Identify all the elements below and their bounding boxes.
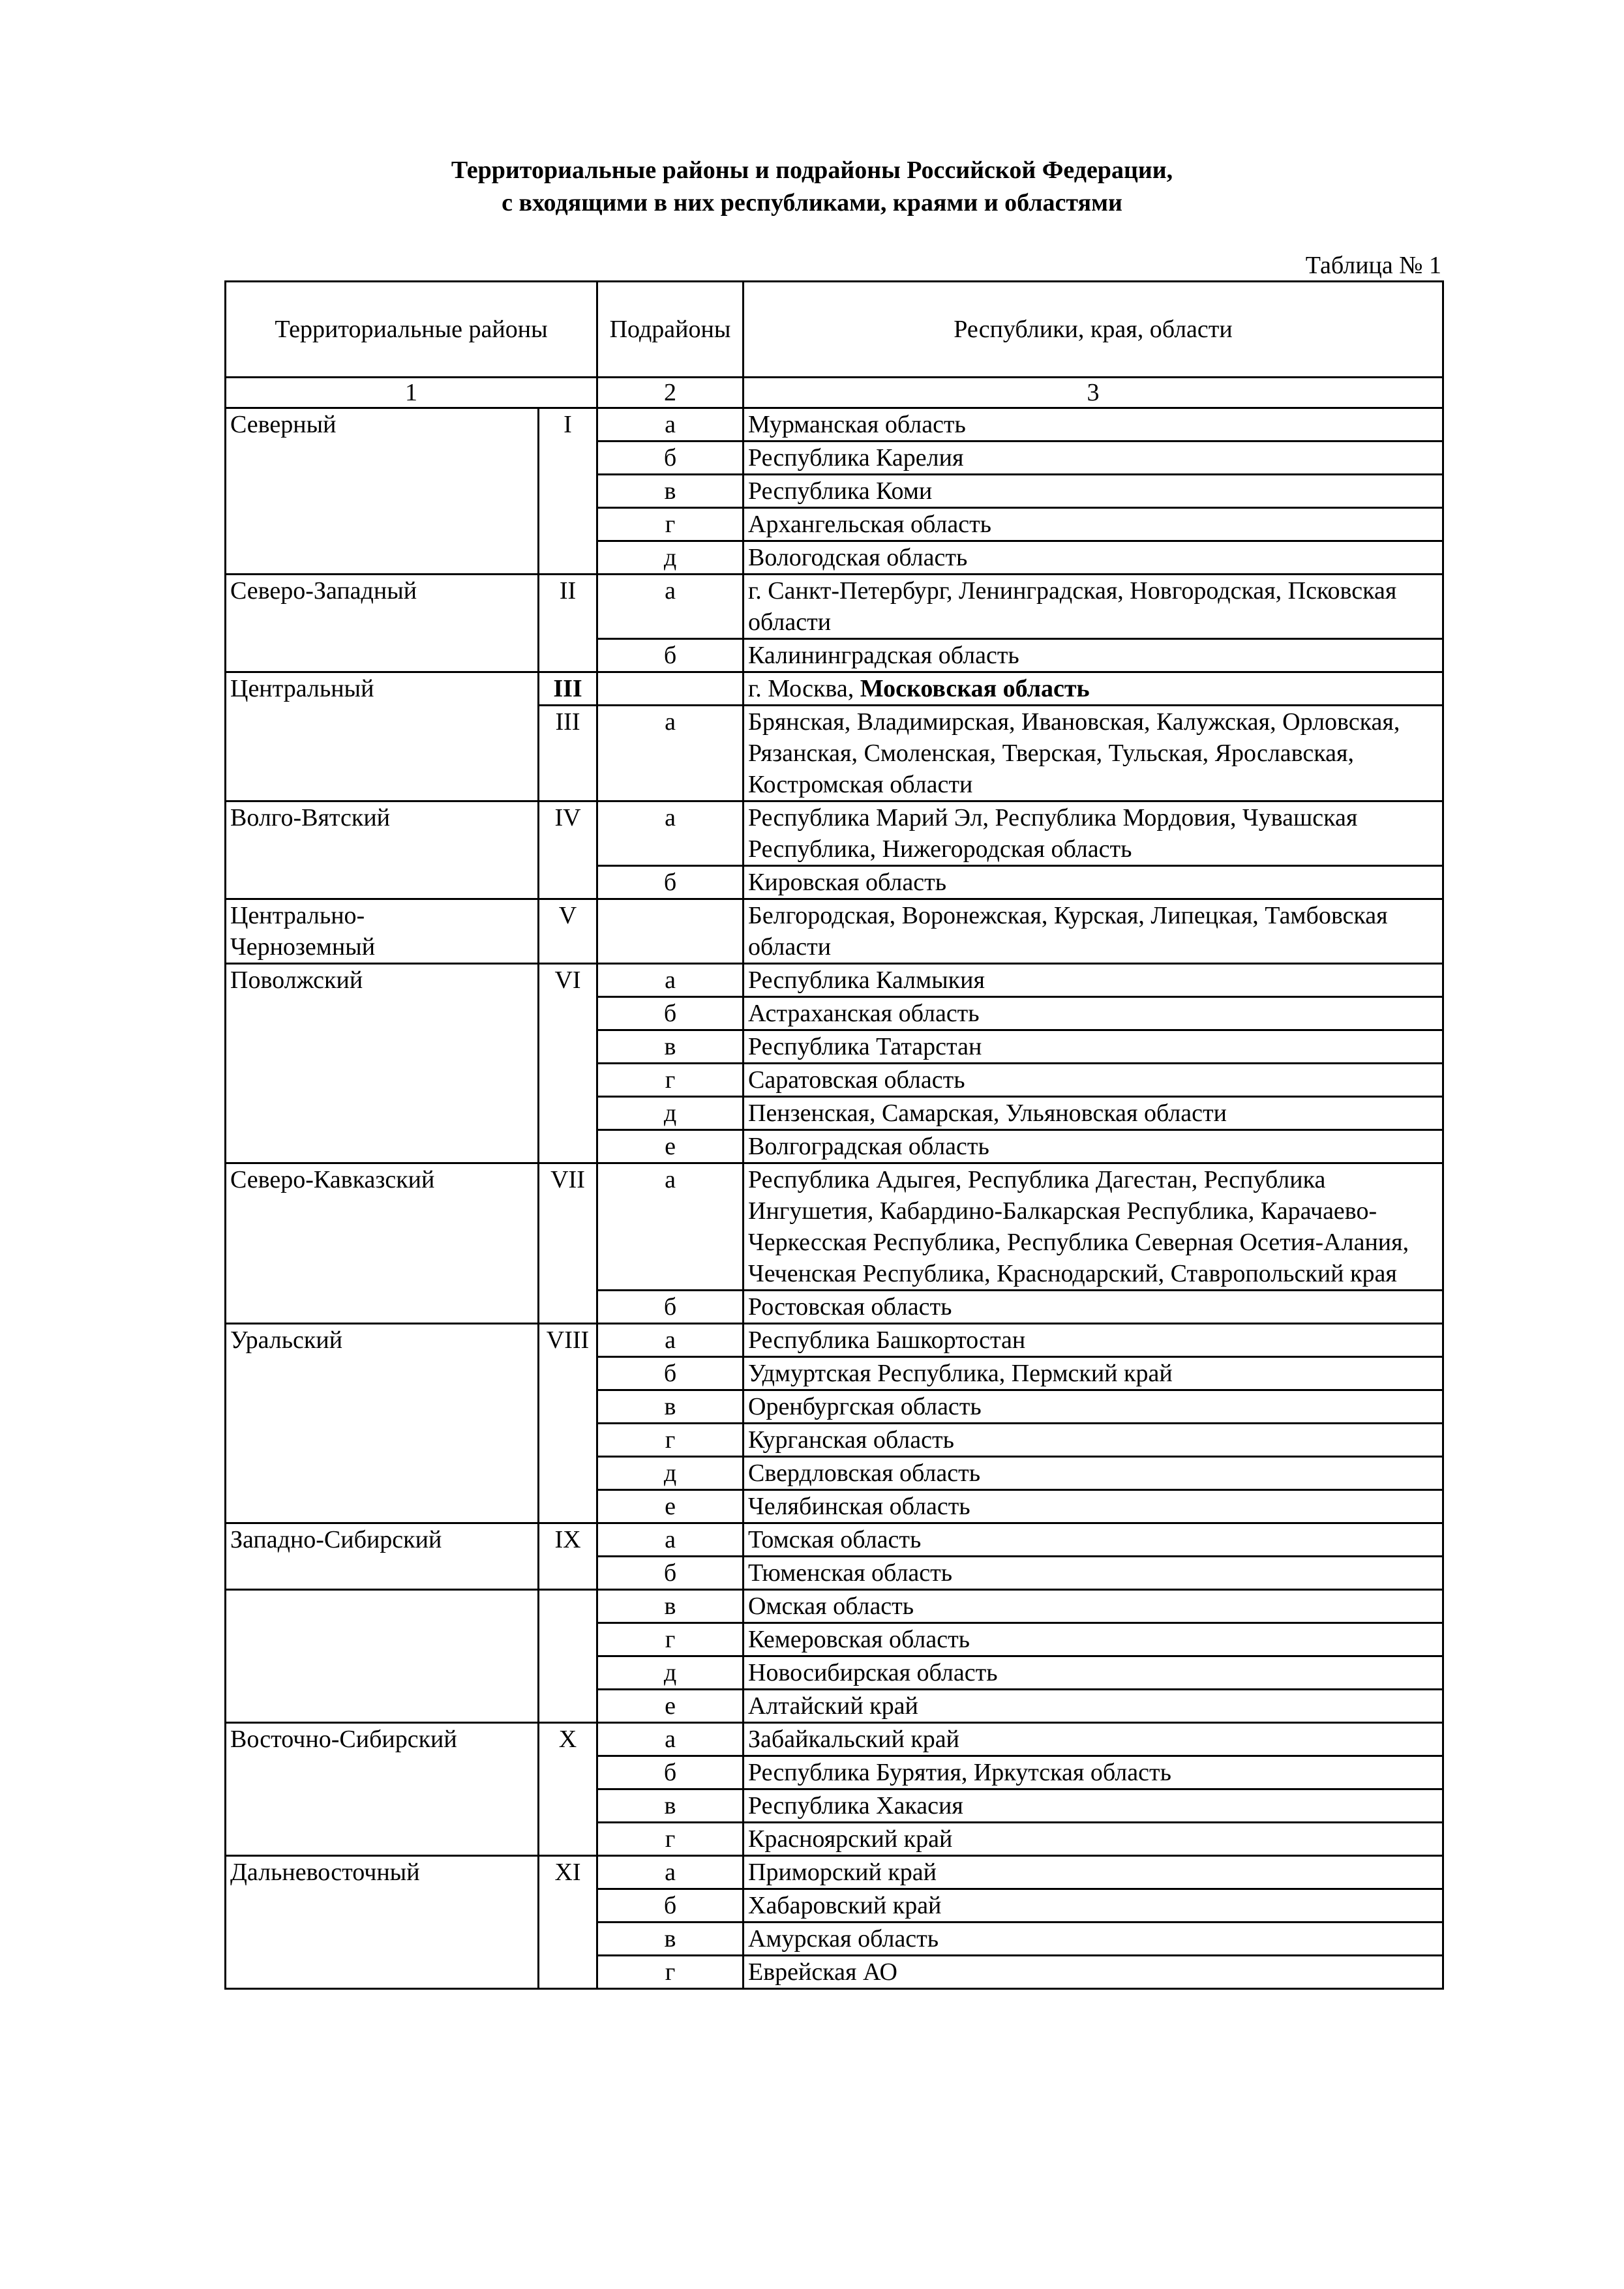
- subdistrict-letter: [597, 672, 744, 706]
- subdistrict-letter: в: [597, 475, 744, 508]
- region-cell: Оренбургская область: [744, 1390, 1443, 1424]
- subdistrict-letter: а: [597, 1324, 744, 1357]
- table-row: [226, 672, 1443, 706]
- title-line-1: Территориальные районы и подрайоны Российской Федерации,: [451, 157, 1173, 184]
- region-cell: Архангельская область: [744, 508, 1443, 541]
- table-row: [226, 1590, 1443, 1623]
- subdistrict-letter: б: [597, 1291, 744, 1324]
- district-name: Поволжский: [226, 964, 539, 1163]
- region-cell: Республика Коми: [744, 475, 1443, 508]
- district-roman: IV: [539, 801, 597, 899]
- region-cell: Кировская область: [744, 866, 1443, 899]
- subdistrict-letter: д: [597, 1457, 744, 1490]
- region-cell: Пензенская, Самарская, Ульяновская области: [744, 1097, 1443, 1130]
- subdistrict-letter: а: [597, 408, 744, 441]
- regions-table: [224, 280, 1444, 1990]
- region-cell: Республика Бурятия, Иркутская область: [744, 1756, 1443, 1789]
- region-cell: Томская область: [744, 1523, 1443, 1557]
- header-row: [226, 282, 1443, 378]
- district-roman-empty: [539, 1590, 597, 1723]
- region-text-bold: Московская область: [860, 675, 1090, 702]
- region-cell: Омская область: [744, 1590, 1443, 1623]
- table-row: [226, 575, 1443, 639]
- table-row: [226, 1856, 1443, 1889]
- subdistrict-letter: б: [597, 1889, 744, 1922]
- subdistrict-letter: е: [597, 1490, 744, 1523]
- district-roman: VIII: [539, 1324, 597, 1523]
- table-row: [226, 1723, 1443, 1756]
- subdistrict-letter: б: [597, 1557, 744, 1590]
- district-roman: III: [539, 706, 597, 801]
- region-cell: Курганская область: [744, 1424, 1443, 1457]
- subdistrict-letter: д: [597, 1656, 744, 1690]
- district-name: Северо-Западный: [226, 575, 539, 672]
- table-row: [226, 801, 1443, 866]
- subdistrict-letter: в: [597, 1590, 744, 1623]
- header-regions: Республики, края, области: [744, 282, 1443, 378]
- column-number: 1: [226, 378, 597, 408]
- page-title: [0, 154, 1624, 219]
- district-name: Волго-Вятский: [226, 801, 539, 899]
- subdistrict-letter: а: [597, 964, 744, 997]
- region-cell: Удмуртская Республика, Пермский край: [744, 1357, 1443, 1390]
- region-cell: Астраханская область: [744, 997, 1443, 1030]
- region-cell: Свердловская область: [744, 1457, 1443, 1490]
- subdistrict-letter: в: [597, 1789, 744, 1823]
- district-name: Восточно-Сибирский: [226, 1723, 539, 1856]
- district-roman: II: [539, 575, 597, 672]
- region-cell: Тюменская область: [744, 1557, 1443, 1590]
- table-row: [226, 1523, 1443, 1557]
- district-roman: III: [539, 672, 597, 706]
- subdistrict-letter: г: [597, 1424, 744, 1457]
- table-row: [226, 1163, 1443, 1291]
- region-cell: Белгородская, Воронежская, Курская, Липецкая, Тамбовская области: [744, 899, 1443, 964]
- subdistrict-letter: д: [597, 1097, 744, 1130]
- subdistrict-letter: а: [597, 1723, 744, 1756]
- subdistrict-letter: в: [597, 1030, 744, 1064]
- region-cell: Ростовская область: [744, 1291, 1443, 1324]
- district-name-empty: [226, 1590, 539, 1723]
- region-cell: Республика Адыгея, Республика Дагестан, Республика Ингушетия, Кабардино-Балкарская Республика, Карачаево-Черкесская Республика, Республика Северная Осетия-Алания, Чеченская Республика, Краснодарский, Ставропольский края: [744, 1163, 1443, 1291]
- subdistrict-letter: б: [597, 866, 744, 899]
- subdistrict-letter: в: [597, 1922, 744, 1956]
- region-text: г. Москва,: [748, 675, 860, 702]
- district-roman: IX: [539, 1523, 597, 1590]
- district-name: Центрально-Черноземный: [226, 899, 539, 964]
- table-row: [226, 408, 1443, 441]
- region-cell: Алтайский край: [744, 1690, 1443, 1723]
- subdistrict-letter: а: [597, 1523, 744, 1557]
- subdistrict-letter: б: [597, 1357, 744, 1390]
- region-cell: г. Санкт-Петербург, Ленинградская, Новгородская, Псковская области: [744, 575, 1443, 639]
- region-cell: Брянская, Владимирская, Ивановская, Калужская, Орловская, Рязанская, Смоленская, Тверская, Тульская, Ярославская, Костромская области: [744, 706, 1443, 801]
- subdistrict-letter: е: [597, 1690, 744, 1723]
- region-cell: Челябинская область: [744, 1490, 1443, 1523]
- region-cell: Забайкальский край: [744, 1723, 1443, 1756]
- title-line-2: с входящими в них республиками, краями и областями: [502, 189, 1122, 217]
- subdistrict-letter: б: [597, 639, 744, 672]
- region-cell: Амурская область: [744, 1922, 1443, 1956]
- region-cell: Кемеровская область: [744, 1623, 1443, 1656]
- region-cell: Республика Хакасия: [744, 1789, 1443, 1823]
- numbering-row: [226, 378, 1443, 408]
- region-cell: Красноярский край: [744, 1823, 1443, 1856]
- region-cell: Мурманская область: [744, 408, 1443, 441]
- region-cell: Саратовская область: [744, 1064, 1443, 1097]
- subdistrict-letter: а: [597, 1856, 744, 1889]
- region-cell: Хабаровский край: [744, 1889, 1443, 1922]
- region-cell: Еврейская АО: [744, 1956, 1443, 1989]
- region-cell: Республика Марий Эл, Республика Мордовия, Чувашская Республика, Нижегородская область: [744, 801, 1443, 866]
- region-cell: Калининградская область: [744, 639, 1443, 672]
- district-roman: VII: [539, 1163, 597, 1324]
- column-number: 3: [744, 378, 1443, 408]
- subdistrict-letter: г: [597, 1623, 744, 1656]
- region-cell: Республика Карелия: [744, 441, 1443, 475]
- subdistrict-letter: г: [597, 1956, 744, 1989]
- district-name: Дальневосточный: [226, 1856, 539, 1989]
- subdistrict-letter: г: [597, 1064, 744, 1097]
- district-roman: XI: [539, 1856, 597, 1989]
- region-cell: Республика Башкортостан: [744, 1324, 1443, 1357]
- region-cell: Республика Калмыкия: [744, 964, 1443, 997]
- subdistrict-letter: б: [597, 1756, 744, 1789]
- table-row: [226, 1324, 1443, 1357]
- subdistrict-letter: в: [597, 1390, 744, 1424]
- subdistrict-letter: г: [597, 1823, 744, 1856]
- subdistrict-letter: а: [597, 801, 744, 866]
- region-cell: Новосибирская область: [744, 1656, 1443, 1690]
- column-number: 2: [597, 378, 744, 408]
- district-roman: VI: [539, 964, 597, 1163]
- subdistrict-letter: а: [597, 575, 744, 639]
- subdistrict-letter: е: [597, 1130, 744, 1163]
- district-roman: V: [539, 899, 597, 964]
- subdistrict-letter: [597, 899, 744, 964]
- header-subdistricts: Подрайоны: [597, 282, 744, 378]
- district-name: Западно-Сибирский: [226, 1523, 539, 1590]
- subdistrict-letter: а: [597, 706, 744, 801]
- table-number: Таблица № 1: [1305, 252, 1441, 279]
- district-name: Северо-Кавказский: [226, 1163, 539, 1324]
- subdistrict-letter: а: [597, 1163, 744, 1291]
- district-roman: I: [539, 408, 597, 575]
- subdistrict-letter: б: [597, 441, 744, 475]
- subdistrict-letter: г: [597, 508, 744, 541]
- region-cell: Приморский край: [744, 1856, 1443, 1889]
- district-name: Центральный: [226, 672, 539, 801]
- table-row: [226, 899, 1443, 964]
- region-cell: Вологодская область: [744, 541, 1443, 575]
- subdistrict-letter: д: [597, 541, 744, 575]
- district-name: Уральский: [226, 1324, 539, 1523]
- region-cell: Республика Татарстан: [744, 1030, 1443, 1064]
- table-row: [226, 964, 1443, 997]
- header-districts: Территориальные районы: [226, 282, 597, 378]
- region-cell: Волгоградская область: [744, 1130, 1443, 1163]
- region-cell: [744, 672, 1443, 706]
- subdistrict-letter: б: [597, 997, 744, 1030]
- district-roman: X: [539, 1723, 597, 1856]
- district-name: Северный: [226, 408, 539, 575]
